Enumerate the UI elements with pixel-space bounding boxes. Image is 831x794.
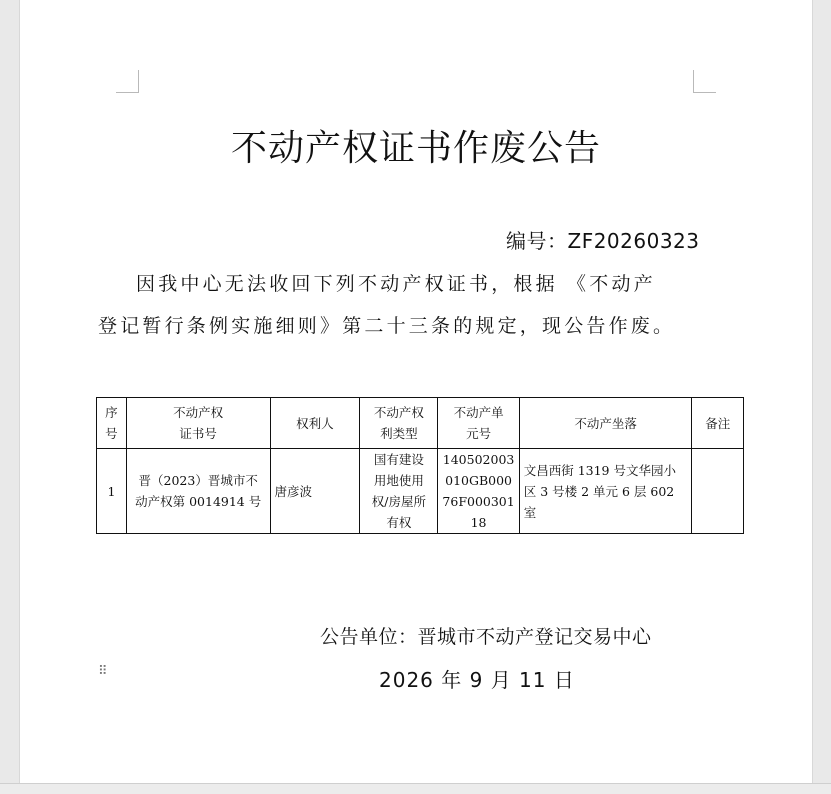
top-left-margin-marker [116, 70, 139, 93]
document-number: 编号：ZF20260323 [506, 229, 700, 253]
cell-remark [692, 449, 744, 534]
header-unit-number: 不动产单 元号 [438, 398, 519, 449]
cell-certificate-number: 晋（2023）晋城市不 动产权第 0014914 号 [126, 449, 270, 534]
header-certificate-number: 不动产权 证书号 [126, 398, 270, 449]
document-page [19, 0, 813, 783]
top-right-margin-marker [693, 70, 716, 93]
cell-right-type: 国有建设 用地使用 权/房屋所 有权 [360, 449, 438, 534]
header-seq: 序 号 [97, 398, 127, 449]
table-row [97, 449, 744, 534]
body-line-1: 因我中心无法收回下列不动产权证书，根据 《不动产 [136, 273, 656, 295]
cell-holder: 唐彦波 [270, 449, 360, 534]
header-remark: 备注 [692, 398, 744, 449]
table-header-row [97, 398, 744, 449]
announcement-body [98, 263, 698, 347]
page-bottom-edge [0, 783, 831, 794]
drag-handle-icon[interactable]: ⠿ [98, 664, 108, 679]
cell-seq: 1 [97, 449, 127, 534]
cell-unit-number: 140502003 010GB000 76F000301 18 [438, 449, 519, 534]
issuing-unit: 公告单位：晋城市不动产登记交易中心 [320, 626, 652, 648]
header-holder: 权利人 [270, 398, 360, 449]
cell-location: 文昌西街 1319 号文华园小 区 3 号楼 2 单元 6 层 602 室 [519, 449, 692, 534]
header-right-type: 不动产权 利类型 [360, 398, 438, 449]
announcement-date: 2026 年 9 月 11 日 [379, 668, 575, 692]
header-location: 不动产坐落 [519, 398, 692, 449]
announcement-title: 不动产权证书作废公告 [230, 128, 601, 169]
certificate-table [96, 397, 744, 534]
body-line-2: 登记暂行条例实施细则》第二十三条的规定，现公告作废。 [98, 315, 676, 337]
